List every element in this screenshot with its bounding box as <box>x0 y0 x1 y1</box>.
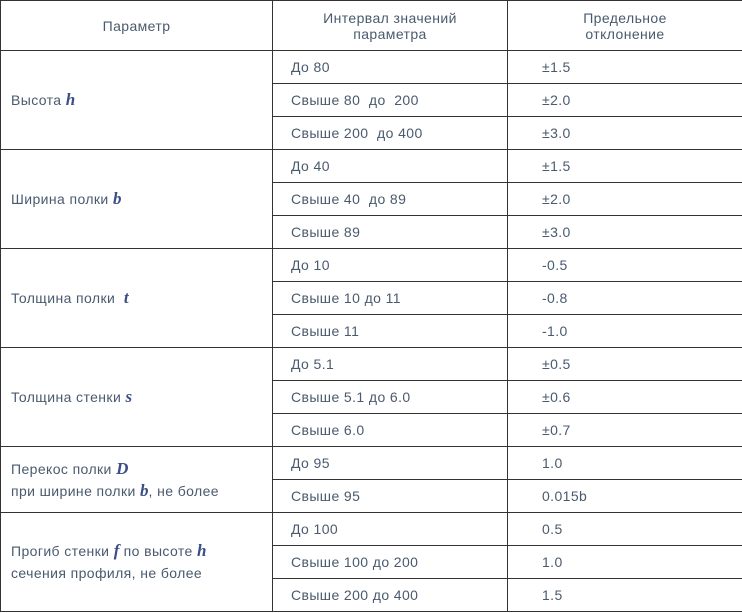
table-row <box>1 150 742 183</box>
header-param: Параметр <box>1 1 273 51</box>
param-label-line1 <box>11 458 272 480</box>
param-label: Высота <box>11 92 62 108</box>
param-cell-flange-skew <box>1 447 273 513</box>
param-symbol: h <box>197 541 207 560</box>
deviation-cell: -1.0 <box>508 315 742 348</box>
deviation-cell: 1.0 <box>508 546 742 579</box>
deviation-cell: -0.8 <box>508 282 742 315</box>
range-cell: Свыше 100 до 200 <box>273 546 508 579</box>
range-cell: Свыше 80 до 200 <box>273 84 508 117</box>
param-label: при ширине полки <box>11 482 136 499</box>
param-cell-web-deflection <box>1 513 273 612</box>
param-label: Толщина стенки <box>11 389 122 405</box>
param-symbol: h <box>65 90 76 109</box>
deviation-cell: 1.0 <box>508 447 742 480</box>
param-label: Толщина полки <box>11 290 116 306</box>
deviation-cell: ±3.0 <box>508 117 742 150</box>
range-cell: До 5.1 <box>273 348 508 381</box>
param-symbol: f <box>113 541 120 560</box>
param-symbol: s <box>125 387 133 406</box>
param-cell-web-thickness <box>1 348 273 447</box>
table-row <box>1 513 742 546</box>
range-cell: Свыше 11 <box>273 315 508 348</box>
param-label: , не более <box>148 482 219 499</box>
param-label-line1 <box>11 540 272 562</box>
range-cell: До 40 <box>273 150 508 183</box>
param-label-line2: сечения профиля, не более <box>11 565 203 581</box>
range-cell: Свыше 95 <box>273 480 508 513</box>
range-cell: До 10 <box>273 249 508 282</box>
param-label: Прогиб стенки <box>11 543 110 559</box>
param-cell-flange-width <box>1 150 273 249</box>
range-cell: Свыше 5.1 до 6.0 <box>273 381 508 414</box>
deviation-cell: -0.5 <box>508 249 742 282</box>
param-label: Перекос полки <box>11 460 112 477</box>
range-cell: До 100 <box>273 513 508 546</box>
deviation-cell: ±0.5 <box>508 348 742 381</box>
range-cell: До 95 <box>273 447 508 480</box>
param-symbol: b <box>112 189 122 208</box>
deviation-cell: 0.015b <box>508 480 742 513</box>
header-deviation <box>508 1 742 51</box>
param-label-line2 <box>11 480 272 502</box>
range-cell: Свыше 10 до 11 <box>273 282 508 315</box>
range-cell: Свыше 200 до 400 <box>273 117 508 150</box>
param-symbol: t <box>123 288 129 307</box>
range-cell: Свыше 200 до 400 <box>273 579 508 612</box>
range-cell: Свыше 40 до 89 <box>273 183 508 216</box>
param-symbol: b <box>140 480 149 500</box>
deviation-cell: ±3.0 <box>508 216 742 249</box>
range-cell: Свыше 6.0 <box>273 414 508 447</box>
deviation-cell: 1.5 <box>508 579 742 612</box>
header-range-text: Интервал значений параметра <box>323 9 457 42</box>
deviation-cell: 0.5 <box>508 513 742 546</box>
param-label: по высоте <box>123 543 193 559</box>
param-cell-flange-thickness <box>1 249 273 348</box>
table-row <box>1 348 742 381</box>
deviation-cell: ±1.5 <box>508 150 742 183</box>
deviation-cell: ±0.7 <box>508 414 742 447</box>
deviation-cell: ±2.0 <box>508 183 742 216</box>
param-cell-height <box>1 51 273 150</box>
range-cell: До 80 <box>273 51 508 84</box>
table-row <box>1 249 742 282</box>
param-label: Ширина полки <box>11 191 109 207</box>
header-deviation-text: Предельное отклонение <box>583 9 667 42</box>
deviation-cell: ±1.5 <box>508 51 742 84</box>
range-cell: Свыше 89 <box>273 216 508 249</box>
deviation-cell: ±0.6 <box>508 381 742 414</box>
deviation-cell: ±2.0 <box>508 84 742 117</box>
table-row <box>1 51 742 84</box>
table-row <box>1 447 742 480</box>
header-range <box>273 1 508 51</box>
header-row <box>1 1 742 51</box>
param-symbol: D <box>116 458 129 478</box>
